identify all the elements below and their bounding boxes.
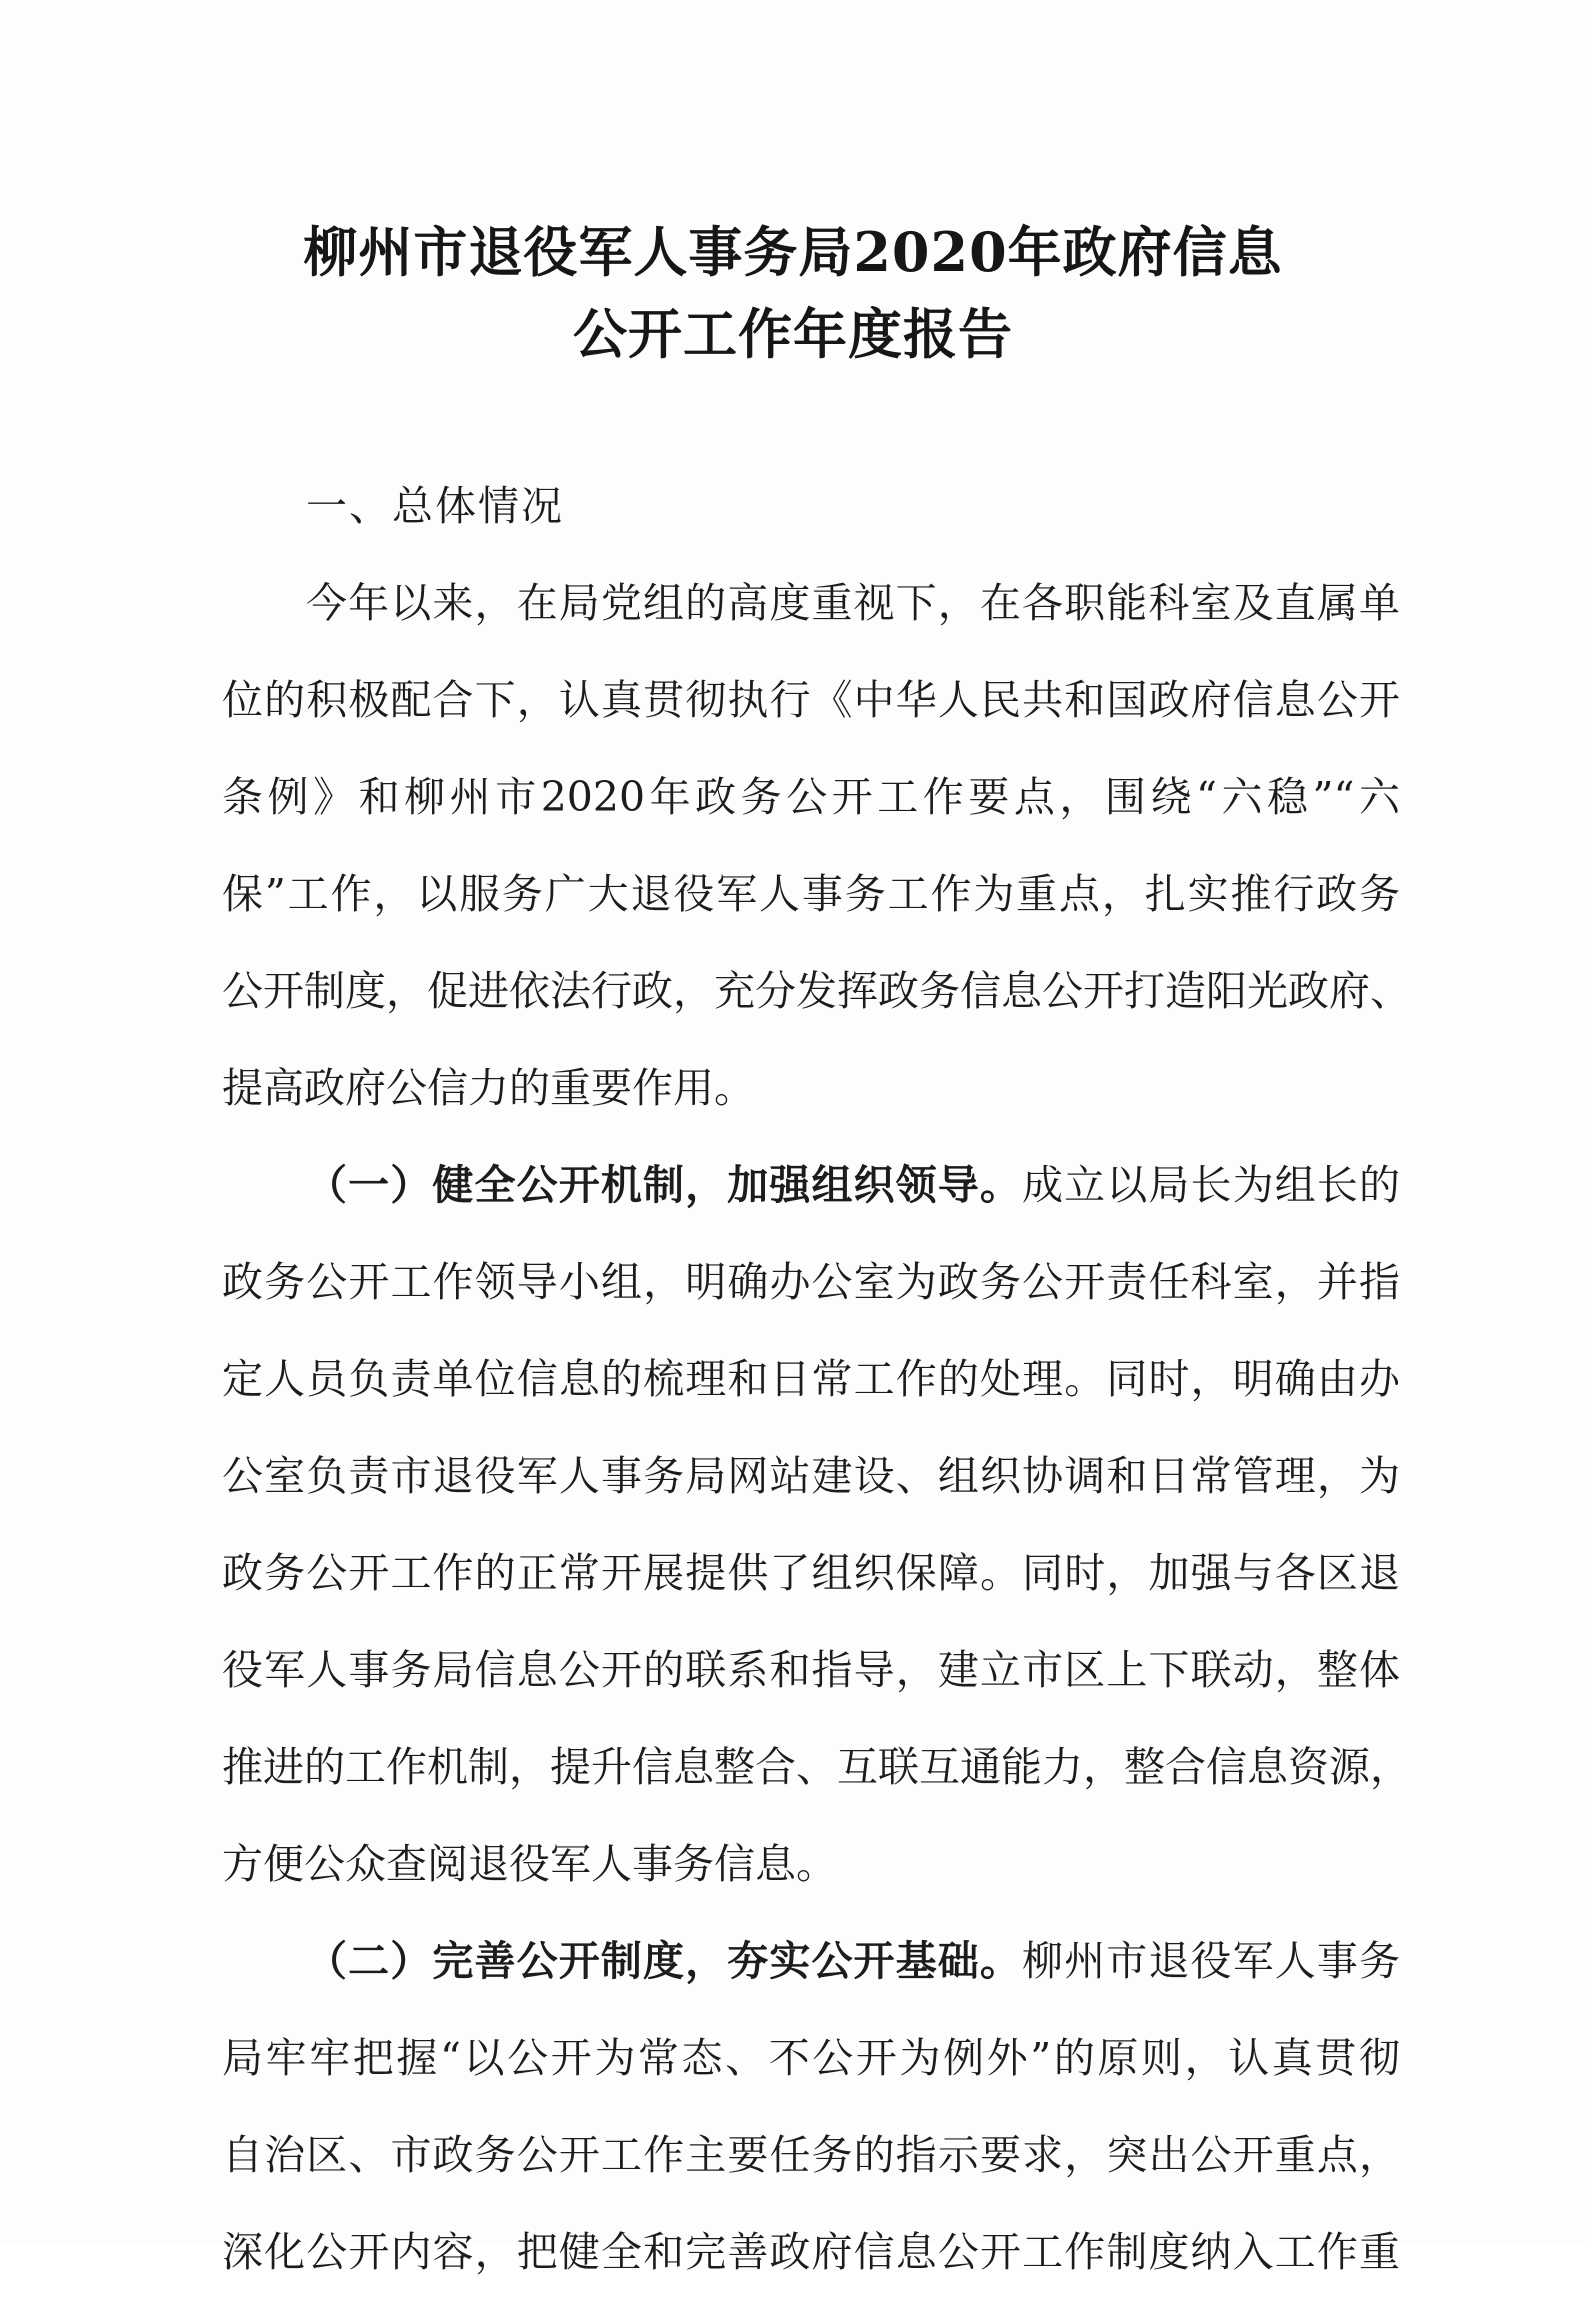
paragraph-line: 深化公开内容，把健全和完善政府信息公开工作制度纳入工作重: [222, 2228, 1400, 2276]
paragraph-line: 方便公众查阅退役军人事务信息。: [222, 1840, 837, 1888]
subsection-heading-mechanism: （一）健全公开机制，加强组织领导。: [306, 1161, 1023, 1209]
document-title-line-1: 柳州市退役军人事务局2020年政府信息: [303, 220, 1283, 284]
paragraph-line: 公开制度，促进依法行政，充分发挥政务信息公开打造阳光政府、: [222, 967, 1411, 1015]
paragraph-line: 役军人事务局信息公开的联系和指导，建立市区上下联动，整体: [222, 1646, 1400, 1694]
paragraph-line: 保”工作，以服务广大退役军人事务工作为重点，扎实推行政务: [222, 870, 1400, 918]
paragraph-line: 提高政府公信力的重要作用。: [222, 1064, 755, 1112]
paragraph-line: 自治区、市政务公开工作主要任务的指示要求，突出公开重点，: [222, 2131, 1400, 2179]
paragraph-line: 位的积极配合下，认真贯彻执行《中华人民共和国政府信息公开: [222, 676, 1400, 724]
paragraph-line: [222, 1913, 1400, 2010]
paragraph-line: 局牢牢把握“以公开为常态、不公开为例外”的原则，认真贯彻: [222, 2034, 1400, 2082]
paragraph-line: [222, 1137, 1400, 1234]
paragraph-line: 推进的工作机制，提升信息整合、互联互通能力，整合信息资源，: [222, 1743, 1411, 1791]
paragraph-line: 公室负责市退役军人事务局网站建设、组织协调和日常管理，为: [222, 1452, 1400, 1500]
paragraph-line: 今年以来，在局党组的高度重视下，在各职能科室及直属单: [306, 579, 1400, 627]
paragraph-line: 政务公开工作的正常开展提供了组织保障。同时，加强与各区退: [222, 1549, 1400, 1597]
paragraph-text: 柳州市退役军人事务: [1022, 1937, 1401, 1985]
paragraph-line: 政务公开工作领导小组，明确办公室为政务公开责任科室，并指: [222, 1258, 1400, 1306]
paragraph-line: 定人员负责单位信息的梳理和日常工作的处理。同时，明确由办: [222, 1355, 1400, 1403]
subsection-heading-system: （二）完善公开制度，夯实公开基础。: [306, 1937, 1023, 1985]
paragraph-line: 条例》和柳州市2020年政务公开工作要点，围绕“六稳”“六: [222, 773, 1400, 821]
paragraph-text: 成立以局长为组长的: [1022, 1161, 1401, 1209]
document-body: [222, 458, 1411, 2301]
document-title-line-2: 公开工作年度报告: [573, 302, 1013, 366]
section-heading-overview: 一、总体情况: [306, 482, 564, 530]
